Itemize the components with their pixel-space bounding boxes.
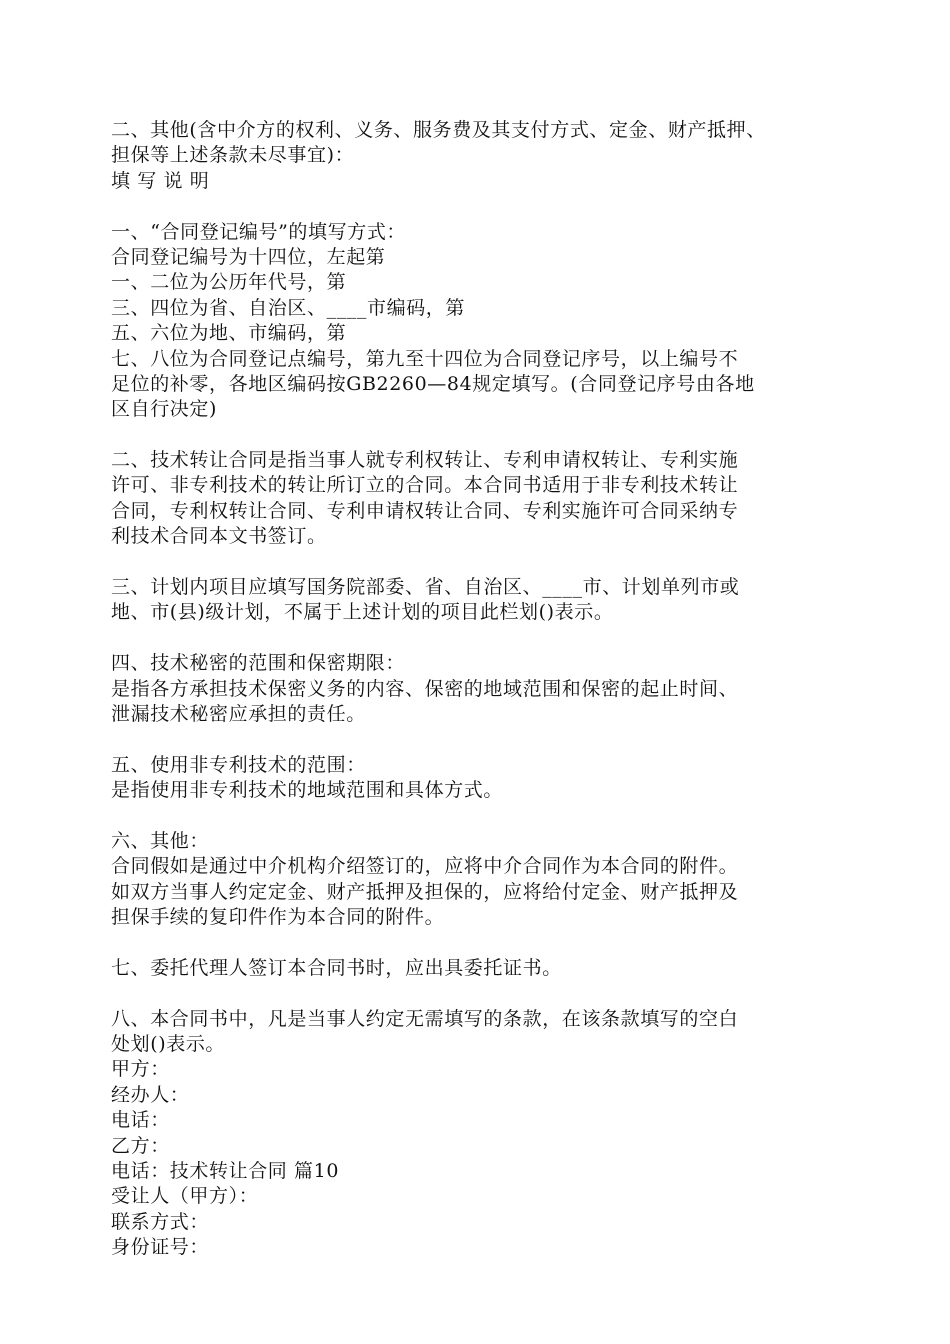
text-line: 甲方： <box>111 1058 170 1081</box>
text-line: 区自行决定) <box>111 398 218 421</box>
blank-line <box>111 804 861 829</box>
text-line: 填 写 说 明 <box>111 169 210 192</box>
text-line: 合同登记编号为十四位，左起第 <box>111 245 386 268</box>
text-line: 联系方式： <box>111 1210 210 1233</box>
blank-line <box>111 981 861 1006</box>
text-line: 电话：技术转让合同 篇10 <box>111 1160 340 1183</box>
text-line: 二、其他(含中介方的权利、义务、服务费及其支付方式、定金、财产抵押、 <box>111 119 766 141</box>
document-body <box>111 118 861 1261</box>
blank-line <box>111 194 861 219</box>
text-line: 八、本合同书中，凡是当事人约定无需填写的条款，在该条款填写的空白 <box>111 1007 739 1030</box>
text-line: 是指各方承担技术保密义务的内容、保密的地域范围和保密的起止时间、 <box>111 677 739 700</box>
text-line: 泄漏技术秘密应承担的责任。 <box>111 702 366 725</box>
text-line: 六、其他： <box>111 829 210 852</box>
text-line: 许可、非专利技术的转让所订立的合同。本合同书适用于非专利技术转让 <box>111 474 739 497</box>
text-line: 电话： <box>111 1109 170 1132</box>
text-line: 利技术合同本文书签订。 <box>111 525 327 548</box>
text-line: 担保手续的复印件作为本合同的附件。 <box>111 906 445 929</box>
text-line: 足位的补零，各地区编码按GB2260—84规定填写。(合同登记序号由各地 <box>111 372 755 395</box>
text-line: 合同假如是通过中介机构介绍签订的，应将中介合同作为本合同的附件。 <box>111 855 739 878</box>
text-line: 地、市(县)级计划，不属于上述计划的项目此栏划()表示。 <box>111 601 614 624</box>
text-line: 一、二位为公历年代号，第 <box>111 271 347 294</box>
text-line: 处划()表示。 <box>111 1033 226 1056</box>
text-line: 乙方： <box>111 1134 170 1157</box>
text-line: 二、技术转让合同是指当事人就专利权转让、专利申请权转让、专利实施 <box>111 449 739 472</box>
text-line: 四、技术秘密的范围和保密期限： <box>111 652 406 675</box>
text-line: 七、委托代理人签订本合同书时，应出具委托证书。 <box>111 956 562 979</box>
text-line: 经办人： <box>111 1083 190 1106</box>
text-line: 五、使用非专利技术的范围： <box>111 753 366 776</box>
text-line: 身份证号： <box>111 1236 210 1259</box>
text-line: 三、计划内项目应填写国务院部委、省、自治区、____市、计划单列市或 <box>111 576 740 599</box>
blank-line <box>111 931 861 956</box>
blank-line <box>111 727 861 752</box>
blank-line <box>111 626 861 651</box>
text-line: 是指使用非专利技术的地域范围和具体方式。 <box>111 779 504 802</box>
text-line: 三、四位为省、自治区、____市编码，第 <box>111 296 466 319</box>
text-line: 担保等上述条款未尽事宜)： <box>111 144 355 167</box>
text-line: 七、八位为合同登记点编号，第九至十四位为合同登记序号，以上编号不 <box>111 347 739 370</box>
text-line: 受让人（甲方）： <box>111 1185 259 1208</box>
text-line: 五、六位为地、市编码，第 <box>111 322 347 345</box>
text-line: 合同，专利权转让合同、专利申请权转让合同、专利实施许可合同采纳专 <box>111 499 739 522</box>
text-line: 如双方当事人约定定金、财产抵押及担保的，应将给付定金、财产抵押及 <box>111 880 739 903</box>
blank-line <box>111 423 861 448</box>
blank-line <box>111 550 861 575</box>
text-line: 一、“合同登记编号”的填写方式： <box>111 220 407 243</box>
